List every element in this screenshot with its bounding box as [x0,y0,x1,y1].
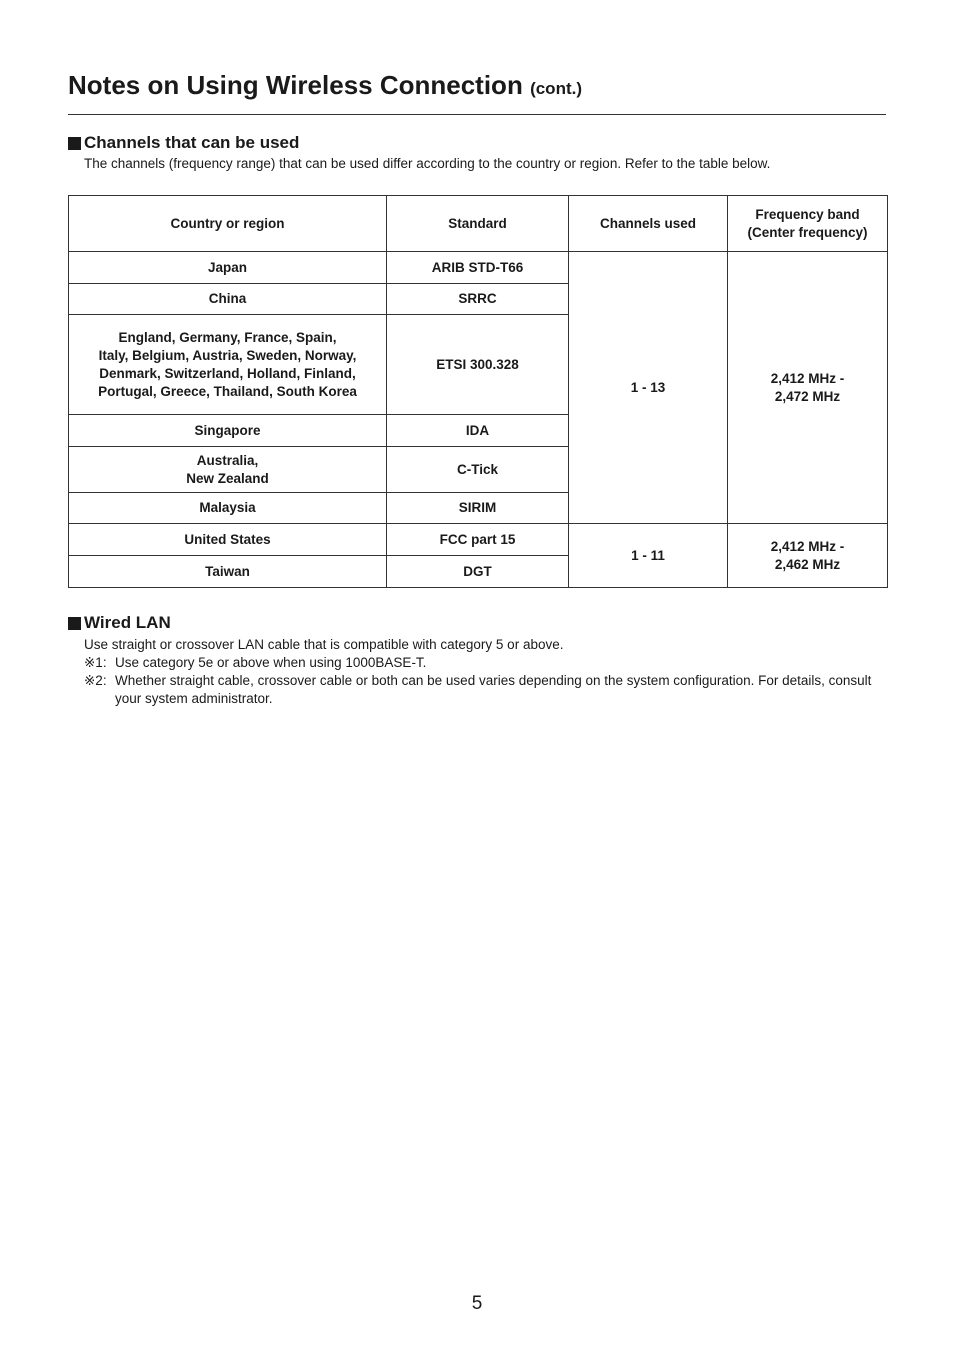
header-frequency-line2: (Center frequency) [747,224,868,240]
channels-table [68,195,888,588]
frequency-cell [728,524,888,588]
channels-intro: The channels (frequency range) that can be used differ according to the country or region. Refer to the table below. [84,156,771,171]
header-country: Country or region [69,196,387,252]
page-title-suffix: (cont.) [530,79,582,98]
country-line: Portugal, Greece, Thailand, South Korea [98,383,357,399]
black-square-icon [68,137,81,150]
note-mark: ※1: [84,655,107,670]
frequency-cell [728,252,888,524]
frequency-line1: 2,412 MHz - [770,370,845,386]
country-cell: United States [69,524,387,556]
wired-lan-text: Use straight or crossover LAN cable that is compatible with category 5 or above. [84,637,564,652]
page-title [68,70,582,101]
channels-heading [68,133,299,153]
frequency-line2: 2,472 MHz [774,388,841,404]
frequency-line2: 2,462 MHz [774,556,841,572]
country-cell [69,315,387,415]
country-cell: Taiwan [69,556,387,588]
wired-lan-body [84,636,875,708]
standard-cell: FCC part 15 [387,524,569,556]
channels-cell: 1 - 11 [569,524,728,588]
wired-lan-heading [68,613,171,633]
note-mark: ※2: [84,673,107,688]
country-cell: Singapore [69,415,387,447]
standard-cell: ETSI 300.328 [387,315,569,415]
standard-cell: C-Tick [387,447,569,493]
country-line: Australia, [196,452,259,468]
table-row [69,252,888,284]
frequency-line1: 2,412 MHz - [770,538,845,554]
country-line: New Zealand [186,470,269,486]
country-line: England, Germany, France, Spain, [118,329,337,345]
channels-heading-text: Channels that can be used [84,133,300,152]
standard-cell: SRRC [387,284,569,315]
page-number: 5 [471,1293,483,1314]
country-line: Italy, Belgium, Austria, Sweden, Norway, [98,347,357,363]
country-cell [69,447,387,493]
country-cell: China [69,284,387,315]
country-cell: Malaysia [69,493,387,524]
header-frequency [728,196,888,252]
wired-lan-heading-text: Wired LAN [84,613,171,632]
standard-cell: SIRIM [387,493,569,524]
country-line: Denmark, Switzerland, Holland, Finland, [99,365,356,381]
note-text: Whether straight cable, crossover cable or both can be used varies depending on the system configuration. For details, consult your system administrator. [115,673,872,706]
black-square-icon [68,617,81,630]
page-title-text: Notes on Using Wireless Connection [68,70,523,100]
title-divider [68,114,886,115]
standard-cell: ARIB STD-T66 [387,252,569,284]
standard-cell: DGT [387,556,569,588]
channels-cell: 1 - 13 [569,252,728,524]
standard-cell: IDA [387,415,569,447]
country-cell: Japan [69,252,387,284]
header-standard: Standard [387,196,569,252]
table-row [69,524,888,556]
header-channels: Channels used [569,196,728,252]
wired-lan-note [84,654,875,672]
note-text: Use category 5e or above when using 1000BASE-T. [115,655,427,670]
wired-lan-note [84,672,875,708]
table-header-row [69,196,888,252]
header-frequency-line1: Frequency band [755,206,860,222]
